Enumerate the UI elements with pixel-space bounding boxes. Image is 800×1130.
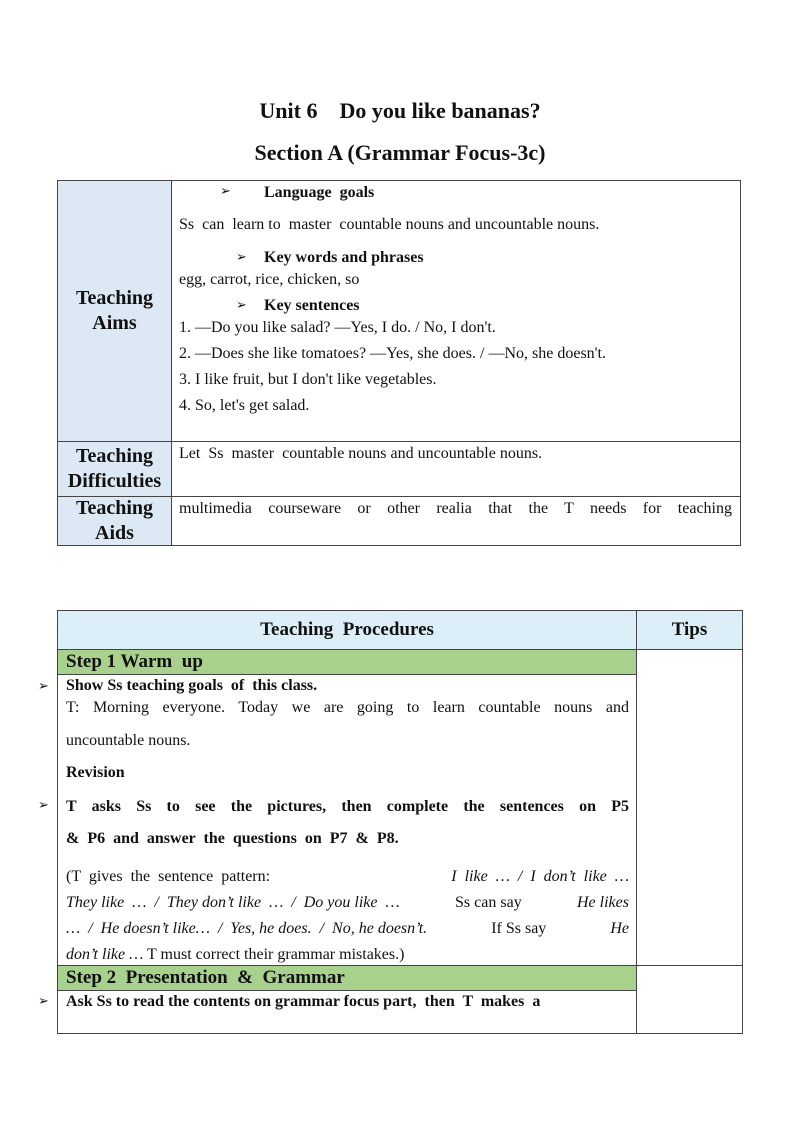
language-goals-text: Ss can learn to master countable nouns and uncountable nouns. xyxy=(179,216,600,233)
step1-teacher-line: T: Morning everyone. Today we are going to learn countable nouns and xyxy=(66,699,629,716)
aids-text: multimedia courseware or other realia that the T needs for teaching xyxy=(179,500,732,517)
bullet-arrow-icon: ➢ xyxy=(220,184,231,199)
pattern-text: … / He doesn’t like… / Yes, he does. / No, he doesn’t. xyxy=(66,920,428,937)
step1-teacher-line: uncountable nouns. xyxy=(66,732,191,749)
key-words-title: Key words and phrases xyxy=(264,249,424,266)
bullet-arrow-icon: ➢ xyxy=(38,798,49,813)
key-sentence: 4. So, let's get salad. xyxy=(179,397,310,414)
teaching-aids-label xyxy=(57,496,172,546)
pattern-text: Ss can say xyxy=(455,894,522,911)
page-subtitle: Section A (Grammar Focus-3c) xyxy=(254,140,546,165)
teaching-aims-content xyxy=(171,180,741,442)
procedures-header: Teaching Procedures xyxy=(57,610,637,650)
label-line: Teaching xyxy=(75,497,154,519)
language-goals-title: Language goals xyxy=(264,184,375,201)
bullet-arrow-icon: ➢ xyxy=(236,298,247,313)
step1-content xyxy=(57,674,637,966)
teaching-procedures-table xyxy=(57,610,743,1034)
key-sentence: 2. —Does she like tomatoes? —Yes, she does. / —No, she doesn't. xyxy=(179,345,606,362)
step1-title-bar xyxy=(57,649,637,675)
pattern-text: They like … / They don’t like … / Do you like … xyxy=(66,894,400,911)
step1-title: Step 1 Warm up xyxy=(66,651,203,672)
pattern-text: T must correct their grammar mistakes.) xyxy=(147,946,405,963)
pattern-text: If Ss say xyxy=(491,920,547,937)
key-sentences-title: Key sentences xyxy=(264,297,360,314)
tips-header: Tips xyxy=(636,610,743,650)
step2-tips-cell xyxy=(636,965,743,1034)
step1-task-line: & P6 and answer the questions on P7 & P8. xyxy=(66,830,399,847)
step2-title-bar xyxy=(57,965,637,991)
key-sentence: 3. I like fruit, but I don't like vegetables. xyxy=(179,371,437,388)
pattern-text: He xyxy=(610,920,629,937)
bullet-arrow-icon: ➢ xyxy=(38,679,49,694)
label-line: Teaching xyxy=(75,287,154,309)
pattern-text: I like … / I don’t like … xyxy=(451,868,629,885)
pattern-text: (T gives the sentence pattern: xyxy=(66,868,271,885)
label-line: Teaching xyxy=(75,445,154,467)
bullet-arrow-icon: ➢ xyxy=(236,250,247,265)
step1-goals: Show Ss teaching goals of this class. xyxy=(66,677,318,694)
step2-task-line: Ask Ss to read the contents on grammar focus part, then T makes a xyxy=(66,993,541,1010)
teaching-difficulties-label xyxy=(57,441,172,497)
teaching-aids-content xyxy=(171,496,741,546)
pattern-text: He likes xyxy=(577,894,629,911)
step1-task-line: T asks Ss to see the pictures, then complete the sentences on P5 xyxy=(66,798,629,815)
step1-tips-cell xyxy=(636,649,743,966)
label-line: Aims xyxy=(92,312,137,334)
key-sentence: 1. —Do you like salad? —Yes, I do. / No, I don't. xyxy=(179,319,496,336)
page-title: Unit 6 Do you like bananas? xyxy=(259,98,541,123)
key-words-text: egg, carrot, rice, chicken, so xyxy=(179,271,360,288)
label-line: Difficulties xyxy=(67,470,162,492)
step1-revision: Revision xyxy=(66,764,125,781)
difficulties-text: Let Ss master countable nouns and uncountable nouns. xyxy=(179,445,543,462)
pattern-text: don’t like … xyxy=(66,946,144,963)
teaching-aims-table xyxy=(57,180,741,546)
teaching-difficulties-content xyxy=(171,441,741,497)
teaching-aims-label xyxy=(57,180,172,442)
step2-content xyxy=(57,990,637,1034)
label-line: Aids xyxy=(95,522,134,544)
bullet-arrow-icon: ➢ xyxy=(38,994,49,1009)
step1-pattern xyxy=(66,864,629,968)
step2-title: Step 2 Presentation & Grammar xyxy=(66,967,345,988)
